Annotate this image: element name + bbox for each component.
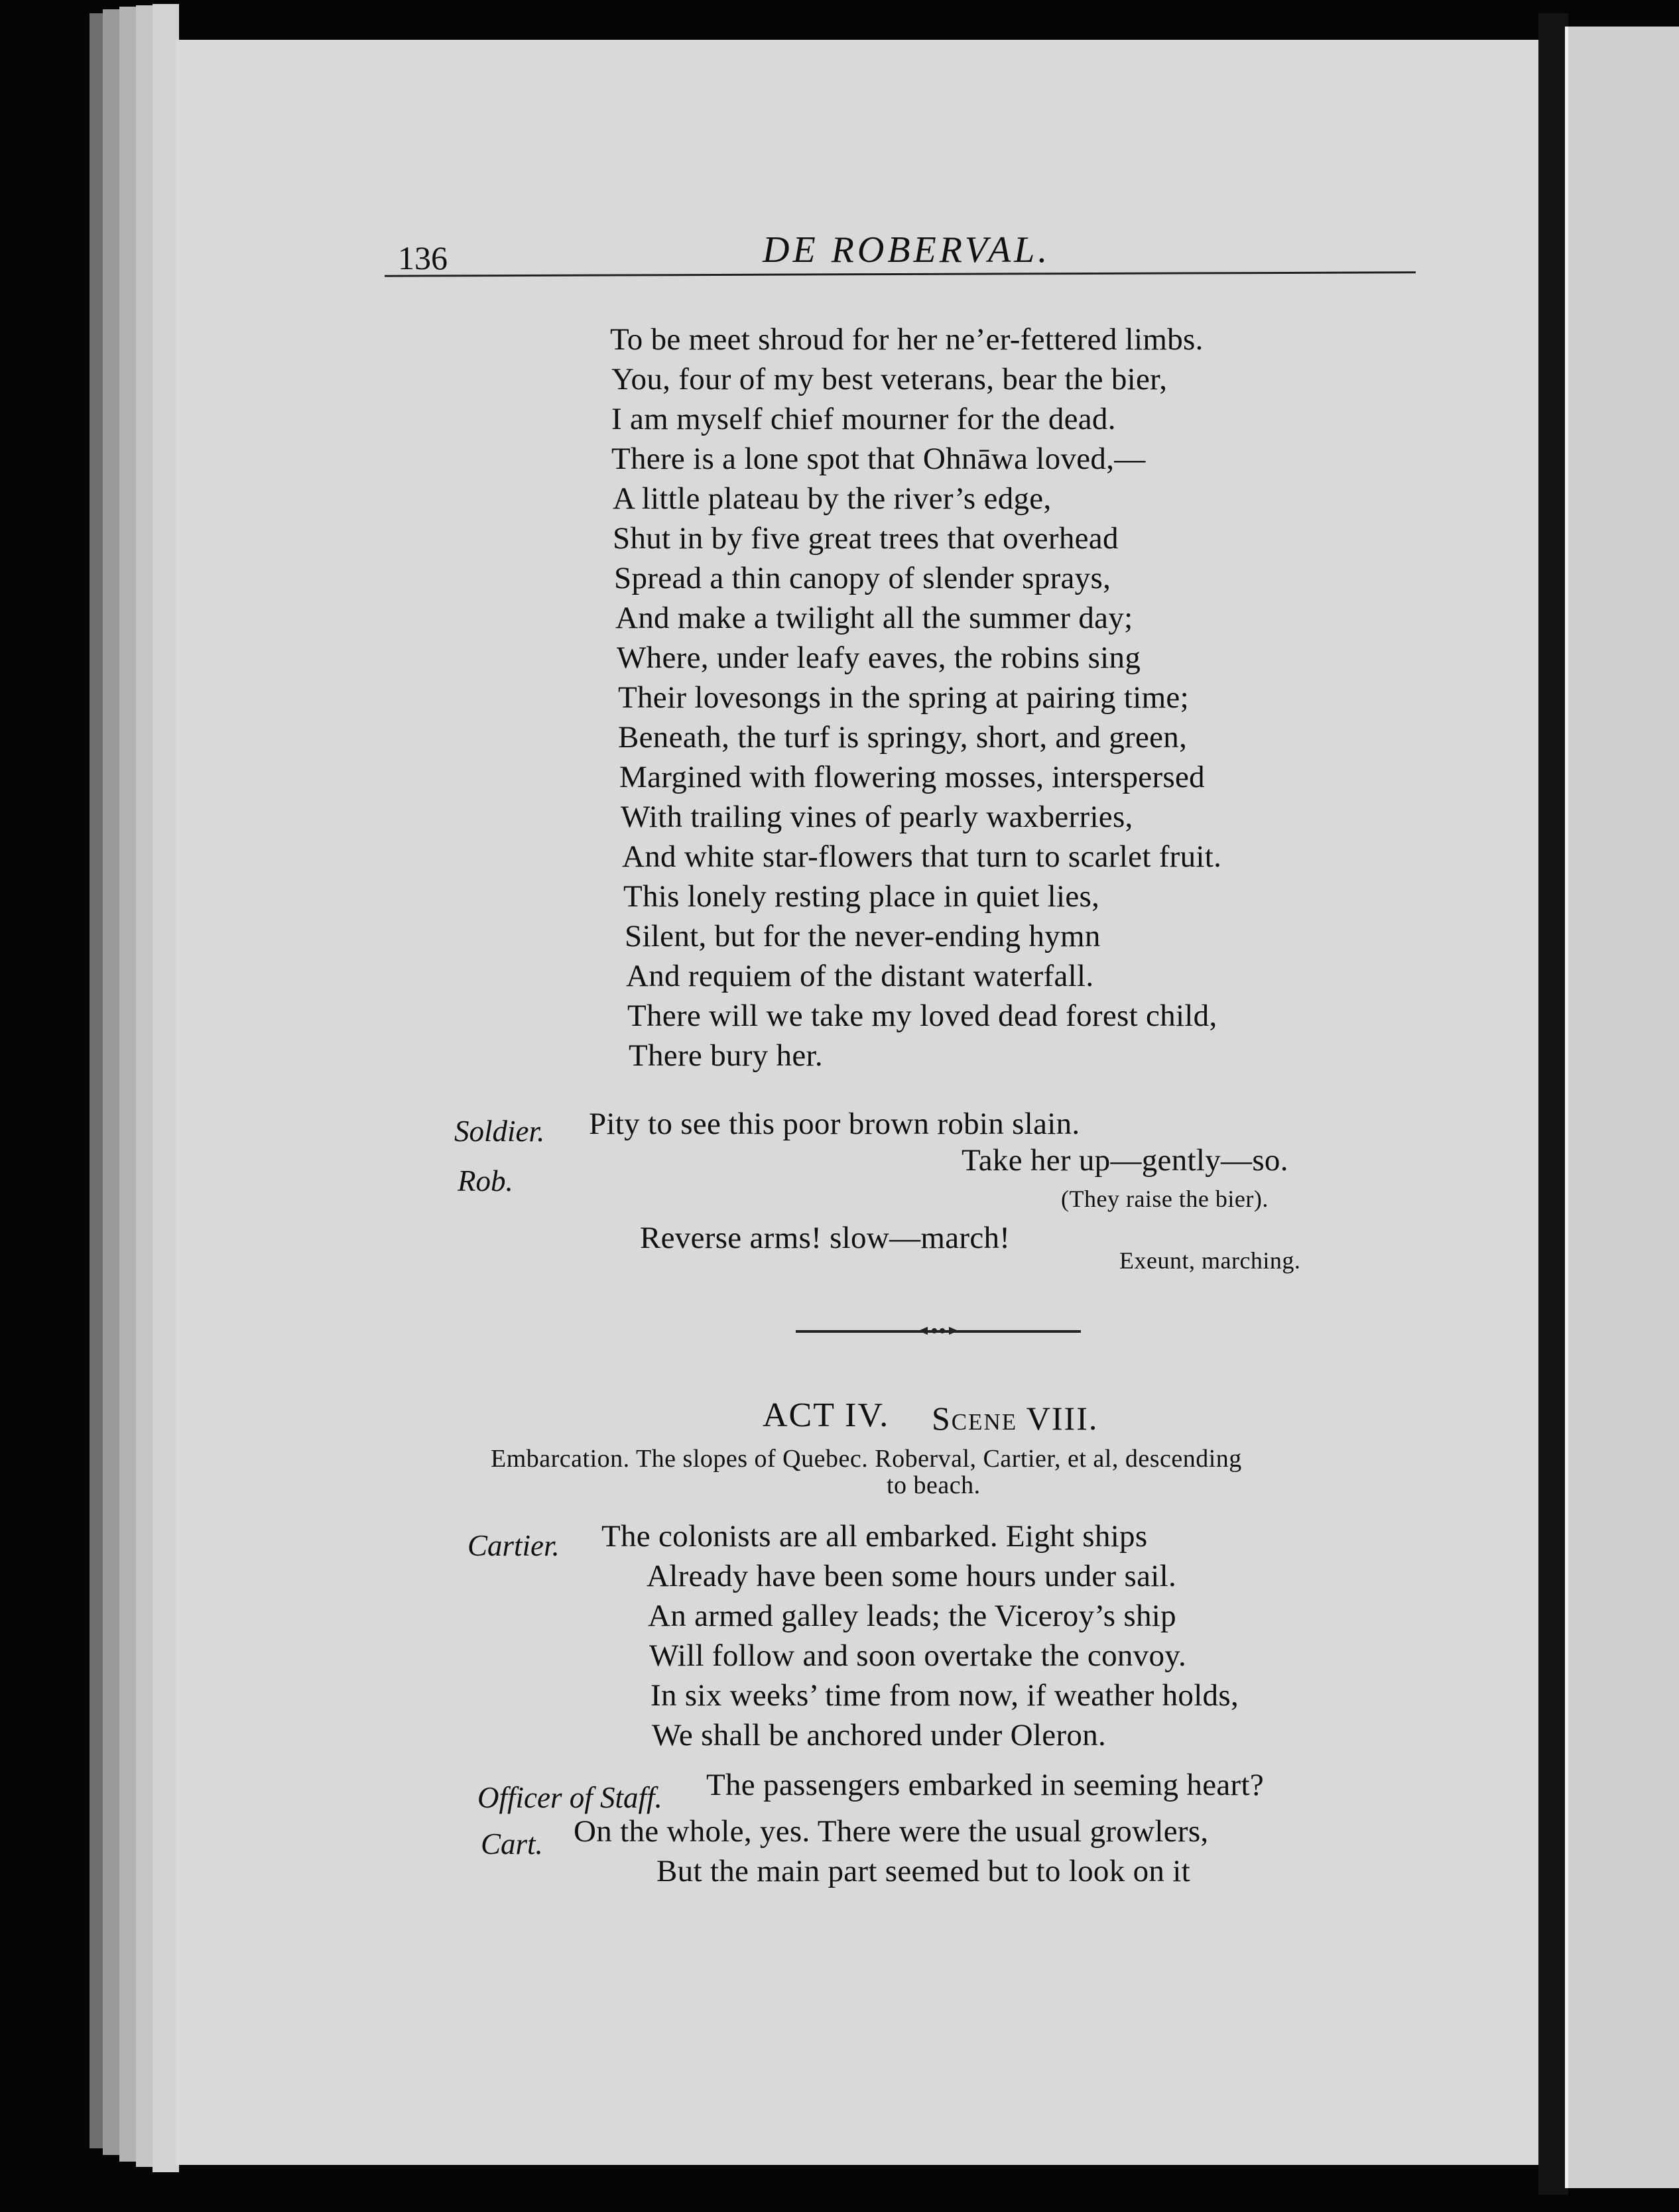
speaker-soldier: Soldier. xyxy=(454,1115,545,1148)
verse-line: There bury her. xyxy=(629,1038,823,1073)
dialogue-line: The colonists are all embarked. Eight ships xyxy=(601,1519,1148,1554)
speaker-officer-of-staff: Officer of Staff. xyxy=(477,1781,662,1814)
verse-line: And white star-flowers that turn to scarlet fruit. xyxy=(622,839,1222,874)
verse-line: A little plateau by the river’s edge, xyxy=(613,481,1052,516)
dialogue-line: We shall be anchored under Oleron. xyxy=(652,1718,1107,1752)
verse-line: You, four of my best veterans, bear the bier, xyxy=(611,362,1168,397)
page-edge xyxy=(153,4,179,2172)
act-heading: ACT IV. xyxy=(763,1396,890,1434)
speaker-cartier: Cartier. xyxy=(467,1529,560,1562)
dialogue-line: The passengers embarked in seeming heart? xyxy=(706,1768,1264,1802)
dialogue-line: Reverse arms! slow—march! xyxy=(640,1221,1011,1255)
verse-line: Margined with flowering mosses, interspersed xyxy=(619,760,1205,794)
verse-line: There is a lone spot that Ohnāwa loved,— xyxy=(611,442,1146,476)
stage-direction-exit: Exeunt, marching. xyxy=(1119,1247,1301,1274)
verse-line: There will we take my loved dead forest child, xyxy=(627,999,1217,1033)
dialogue-line: In six weeks’ time from now, if weather holds, xyxy=(651,1678,1239,1713)
verse-line: Silent, but for the never-ending hymn xyxy=(625,919,1101,953)
dialogue-line: On the whole, yes. There were the usual growlers, xyxy=(574,1814,1209,1849)
speaker-rob: Rob. xyxy=(458,1164,513,1198)
verse-line: With trailing vines of pearly waxberries, xyxy=(621,800,1133,834)
verse-line: Beneath, the turf is springy, short, and green, xyxy=(618,720,1188,755)
verse-line: I am myself chief mourner for the dead. xyxy=(611,402,1116,436)
verse-line: And make a twilight all the summer day; xyxy=(615,601,1133,635)
scene-direction: to beach. xyxy=(887,1471,981,1499)
book-gutter xyxy=(1538,13,1568,2195)
speaker-cart: Cart. xyxy=(481,1827,543,1861)
running-title: DE ROBERVAL. xyxy=(763,229,1051,271)
verse-line: Spread a thin canopy of slender sprays, xyxy=(614,561,1111,595)
dialogue-line: An armed galley leads; the Viceroy’s ship xyxy=(648,1599,1176,1633)
facing-page xyxy=(1568,27,1679,2188)
stage-direction: (They raise the bier). xyxy=(1061,1186,1269,1212)
dialogue-line: Pity to see this poor brown robin slain. xyxy=(589,1107,1080,1141)
divider-ornament xyxy=(918,1326,958,1335)
dialogue-line: Take her up—gently—so. xyxy=(962,1143,1288,1178)
page-number: 136 xyxy=(398,239,448,276)
verse-line: And requiem of the distant waterfall. xyxy=(626,959,1094,993)
dialogue-line: Will follow and soon overtake the convoy. xyxy=(649,1638,1187,1673)
verse-line: Shut in by five great trees that overhead xyxy=(613,521,1119,556)
dialogue-line: But the main part seemed but to look on it xyxy=(656,1854,1190,1888)
verse-line: To be meet shroud for her ne’er-fettered limbs. xyxy=(610,322,1204,357)
verse-line: Where, under leafy eaves, the robins sing xyxy=(617,641,1141,675)
scene-heading: Scene VIII. xyxy=(932,1400,1099,1437)
dialogue-line: Already have been some hours under sail. xyxy=(647,1559,1176,1593)
scene-direction: Embarcation. The slopes of Quebec. Roberval, Cartier, et al, descending xyxy=(491,1445,1242,1473)
verse-line: This lonely resting place in quiet lies, xyxy=(623,879,1100,914)
verse-line: Their lovesongs in the spring at pairing time; xyxy=(618,680,1189,715)
